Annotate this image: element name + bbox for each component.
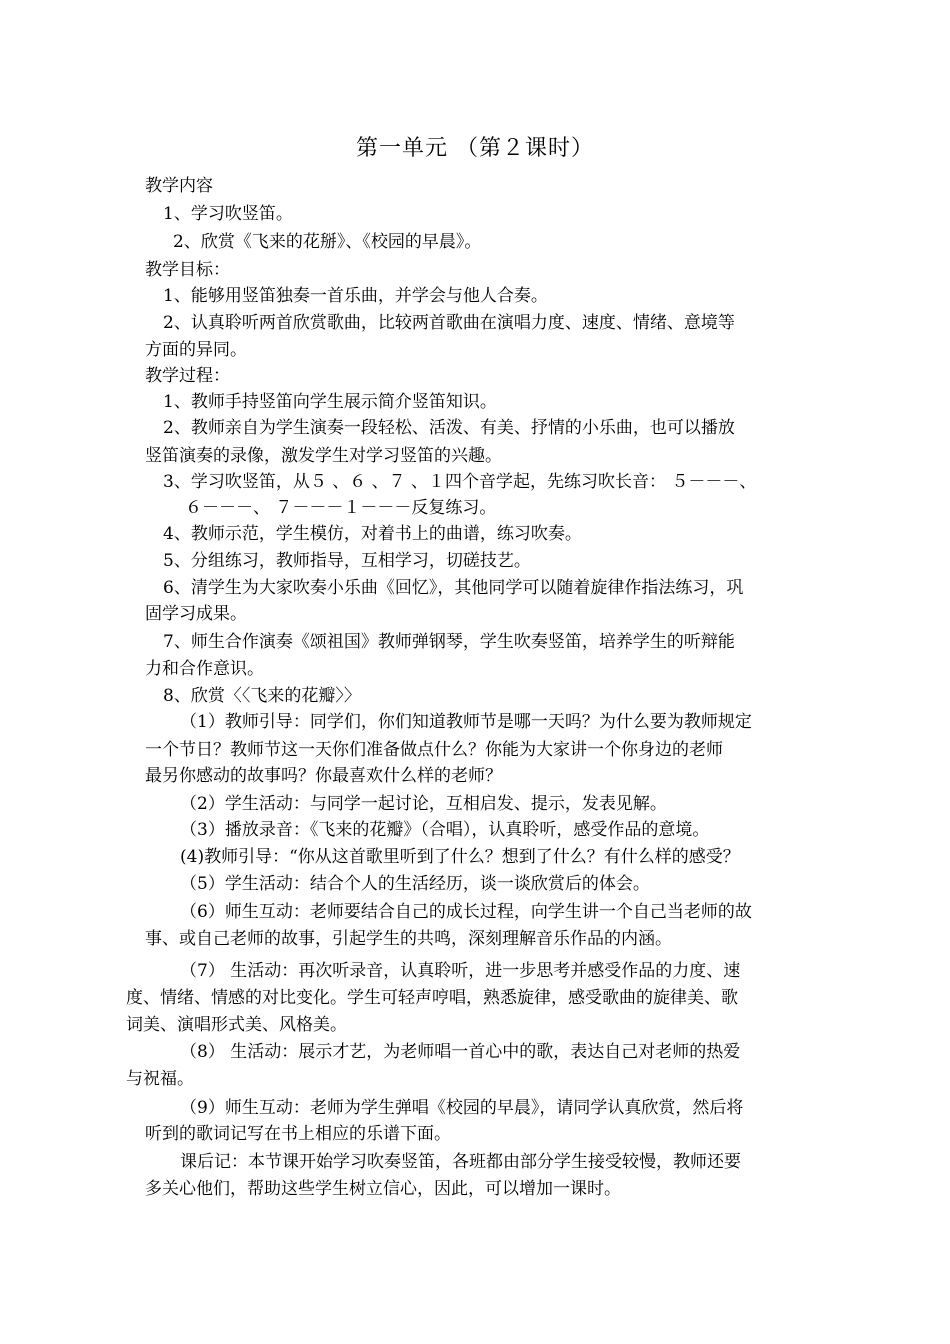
process-item-3-cont: ６－－－、 ７－－－１－－－反复练习。: [185, 498, 497, 518]
content-item-1: 1、学习吹竖笛。: [163, 204, 293, 224]
sub-item-6-cont: 事、或自己老师的故事，引起学生的共鸣，深刻理解音乐作品的内涵。: [145, 929, 672, 949]
process-item-2-cont: 竖笛演奏的录像，激发学生对学习竖笛的兴趣。: [145, 446, 502, 466]
heading-teaching-process: 教学过程：: [145, 366, 230, 386]
sub-item-6: （6）师生互动：老师要结合自己的成长过程，向学生讲一个自己当老师的故: [180, 902, 752, 922]
sub-item-9-cont: 听到的歌词记写在书上相应的乐谱下面。: [145, 1124, 451, 1144]
sub-item-2: （2）学生活动：与同学一起讨论，互相启发、提示，发表见解。: [180, 794, 667, 814]
process-item-7-cont: 力和合作意识。: [145, 659, 264, 679]
process-item-6: 6、清学生为大家吹奏小乐曲《回忆》，其他同学可以随着旋律作指法练习，巩: [163, 578, 744, 598]
process-item-4: 4、教师示范，学生模仿，对着书上的曲谱，练习吹奏。: [163, 524, 582, 544]
content-item-2: 2、欣赏《飞来的花掰》、《校园的早晨》。: [173, 232, 482, 252]
after-class-note-cont: 多关心他们，帮助这些学生树立信心，因此，可以增加一课时。: [145, 1179, 621, 1199]
heading-teaching-content: 教学内容: [145, 176, 213, 196]
process-item-2: 2、教师亲自为学生演奏一段轻松、活泼、有美、抒情的小乐曲，也可以播放: [163, 418, 735, 438]
sub-item-9: （9）师生互动：老师为学生弹唱《校园的早晨》，请同学认真欣赏，然后将: [180, 1098, 744, 1118]
process-item-5: 5、分组练习，教师指导，互相学习，切磋技艺。: [163, 551, 531, 571]
goal-item-2: 2、认真聆听两首欣赏歌曲，比较两首歌曲在演唱力度、速度、情绪、意境等: [163, 313, 735, 333]
process-item-8: 8、欣赏〈〈飞来的花瓣〉〉: [163, 686, 361, 706]
sub-item-8: （8） 生活动：展示才艺，为老师唱一首心中的歌，表达自己对老师的热爱: [180, 1042, 741, 1062]
after-class-note: 课后记：本节课开始学习吹奏竖笛，各班都由部分学生接受较慢，教师还要: [180, 1152, 741, 1172]
sub-item-3: （3）播放录音：《飞来的花瓣》（合唱），认真聆听，感受作品的意境。: [180, 820, 710, 840]
sub-item-4: (4)教师引导：“你从这首歌里听到了什么？想到了什么？有什么样的感受？: [180, 847, 740, 867]
sub-item-7: （7） 生活动：再次听录音，认真聆听，进一步思考并感受作品的力度、速: [180, 961, 741, 981]
heading-teaching-goals: 教学目标：: [145, 260, 230, 280]
sub-item-1: （1）教师引导：同学们，你们知道教师节是哪一天吗？为什么要为教师规定: [180, 712, 752, 732]
process-item-6-cont: 固学习成果。: [145, 604, 247, 624]
sub-item-7-cont-a: 度、情绪、情感的对比变化。学生可轻声哼唱，熟悉旋律，感受歌曲的旋律美、歌: [126, 988, 738, 1008]
sub-item-5: （5）学生活动：结合个人的生活经历，谈一谈欣赏后的体会。: [180, 874, 650, 894]
process-item-3: 3、学习吹竖笛，从５ 、６ 、７ 、１四个音学起，先练习吹长音： ５－－－、: [163, 472, 757, 492]
sub-item-1-cont-a: 一个节日？教师节这一天你们准备做点什么？你能为大家讲一个你身边的老师: [145, 740, 723, 760]
sub-item-7-cont-b: 词美、演唱形式美、风格美。: [126, 1015, 347, 1035]
sub-item-1-cont-b: 最另你感动的故事吗？你最喜欢什么样的老师？: [145, 766, 502, 786]
goal-item-1: 1、能够用竖笛独奏一首乐曲，并学会与他人合奏。: [163, 286, 548, 306]
process-item-7: 7、师生合作演奏《颂祖国》教师弹钢琴，学生吹奏竖笛，培养学生的听辩能: [163, 632, 735, 652]
page-title: 第一单元 （第２课时）: [356, 136, 594, 161]
sub-item-8-cont: 与祝福。: [126, 1069, 194, 1089]
goal-item-2-cont: 方面的异同。: [145, 340, 247, 360]
process-item-1: 1、教师手持竖笛向学生展示简介竖笛知识。: [163, 392, 497, 412]
